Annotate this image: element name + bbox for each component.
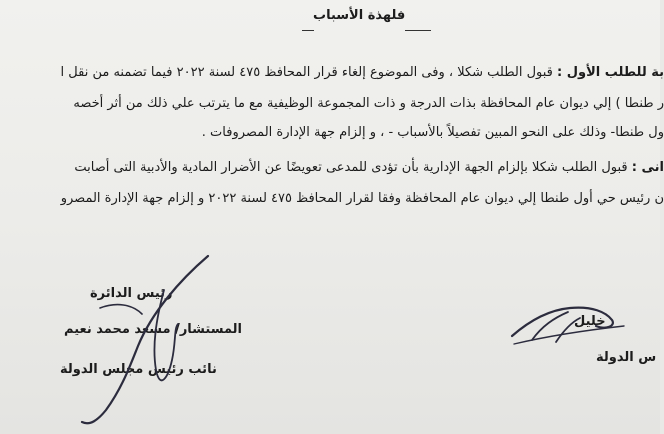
heading-dash-right [405,30,431,31]
signature-partial-name: خليل [574,314,606,329]
body-line-3 [202,124,664,142]
body-line-1 [61,64,664,82]
body-line-4 [74,159,664,177]
deputy-title: نائب رئيس مجلس الدولة [60,362,217,377]
counselor-name: المستشار/ مسعد محمد نعيم [64,322,242,337]
clause-text: ن رئيس حي أول طنطا إلي ديوان عام المحافظة وفقا لقرار المحافظ ٤٧٥ لسنة ٢٠٢٢ و إلزام جهة الإدارة المصرو [60,191,664,206]
circuit-head-title: رئيس الدائرة [90,286,173,301]
clause-text: ول طنطا- وذلك على النحو المبين تفصيلاً بالأسباب - ، و إلزام جهة الإدارة المصروفات . [201,125,664,140]
heading-dash-left [302,30,314,31]
clause-text: قبول الطلب شكلا ، وفى الموضوع إلغاء قرار المحافظ ٤٧٥ لسنة ٢٠٢٢ فيما تضمنه من نقل ا [60,65,558,80]
body-line-2 [73,95,664,113]
document-heading: فلهذة الأسباب [313,8,406,23]
clause-text: قبول الطلب شكلا بإلزام الجهة الإدارية بأن تؤدى للمدعى تعويضًا عن الأضرار المادية والأدبية التى أصابت [74,160,632,175]
clause-lead: انى : [631,160,664,175]
clause-lead: بة للطلب الأول : [557,65,664,80]
counselor-signature [60,250,230,430]
left-signature [508,296,628,352]
body-line-5 [61,190,664,208]
signature-partial-title: س الدولة [596,350,657,365]
clause-text: ر طنطا ) إلي ديوان عام المحافظة بذات الدرجة و ذات المجموعة الوظيفية مع ما يترتب علي ذلك من أثر أخصه [73,96,664,111]
